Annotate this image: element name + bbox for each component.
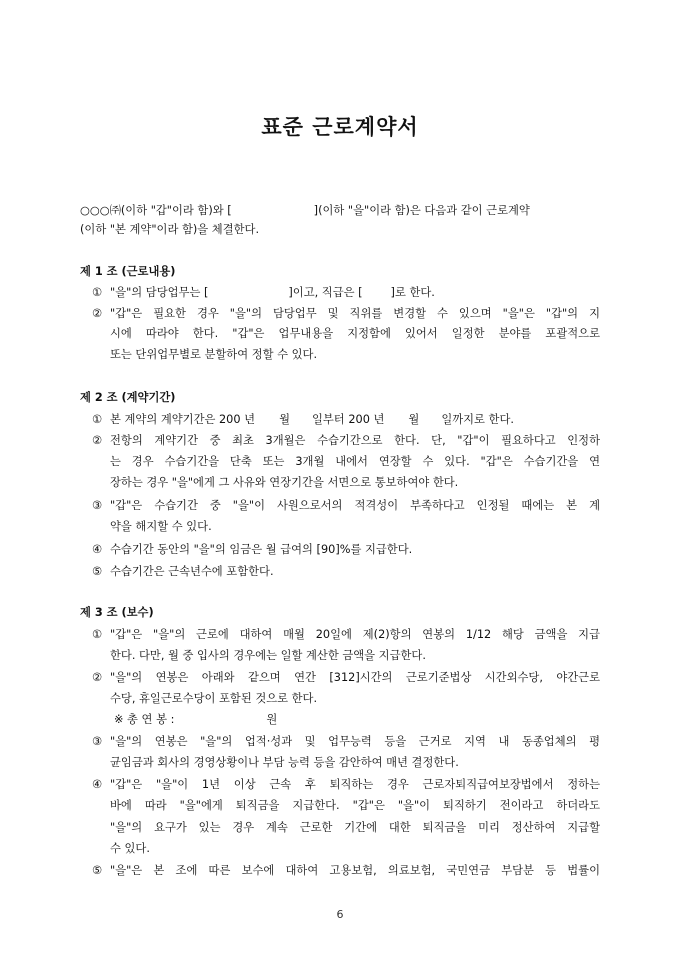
article-3-clause-5-line-1: "을"은 본 조에 따른 보수에 대하여 고용보험, 의료보험, 국민연금 부담분 등 법률이 [110, 864, 600, 877]
article-3-clause-5-number: ⑤ [92, 864, 103, 877]
article-1-clause-2-line-2: 시에 따라야 한다. "갑"은 업무내용을 지정함에 있어서 일정한 분야를 포괄적으로 [110, 327, 600, 340]
article-2-clause-5-number: ⑤ [92, 565, 103, 578]
clause-text: 월 [408, 413, 420, 426]
note-unit: 원 [266, 713, 278, 726]
note-label: ※ 총 연 봉 : [114, 713, 175, 726]
article-3-heading: 제 3 조 (보수) [80, 606, 154, 619]
clause-text: ]로 한다. [390, 286, 435, 299]
article-3-clause-4-line-1: "갑"은 "을"이 1년 이상 근속 후 퇴직하는 경우 근로자퇴직급여보장법에서 정하는 [110, 778, 600, 791]
clause-text: ]이고, 직급은 [ [288, 286, 363, 299]
article-3-clause-3-line-1: "을"의 연봉은 "을"의 업적·성과 및 업무능력 등을 근거로 지역 내 동종업체의 평 [110, 735, 600, 748]
article-1-heading: 제 1 조 (근로내용) [80, 265, 176, 278]
article-1-clause-1-number: ① [92, 286, 103, 299]
intro-line-2: (이하 "본 계약"이라 함)을 체결한다. [80, 223, 260, 236]
clause-text: 일부터 200 년 [311, 413, 385, 426]
article-3-total-salary-note [114, 712, 277, 728]
article-2-clause-4: 수습기간 동안의 "을"의 임금은 월 급여의 [90]%를 지급한다. [110, 543, 413, 556]
clause-text: 일까지로 한다. [441, 413, 514, 426]
article-3-clause-4-line-4: 수 있다. [110, 842, 150, 855]
intro-text-a: ○○○㈜(이하 "갑"이라 함)와 [ [80, 204, 232, 217]
article-2-clause-2-line-1: 전항의 계약기간 중 최초 3개월은 수습기간으로 한다. 단, "갑"이 필요하다고 인정하 [110, 434, 600, 447]
article-3-clause-2-number: ② [92, 671, 103, 684]
article-3-clause-1-number: ① [92, 628, 103, 641]
article-3-clause-2-line-2: 수당, 휴일근로수당이 포함된 것으로 한다. [110, 692, 318, 705]
article-1-clause-1 [110, 285, 435, 301]
article-2-clause-3-line-1: "갑"은 수습기간 중 "을"이 사원으로서의 적격성이 부족하다고 인정될 때에는 본 계 [110, 499, 600, 512]
document-title: 표준 근로계약서 [261, 115, 419, 139]
article-2-clause-1-number: ① [92, 413, 103, 426]
article-2-clause-3-line-2: 약을 해지할 수 있다. [110, 520, 212, 533]
article-3-clause-4-number: ④ [92, 778, 103, 791]
article-2-clause-5: 수습기간은 근속년수에 포함한다. [110, 565, 274, 578]
clause-text: 본 계약의 계약기간은 200 년 [110, 413, 256, 426]
clause-text: "을"의 담당업무는 [ [110, 286, 209, 299]
article-1-clause-2-number: ② [92, 307, 103, 320]
article-3-clause-3-line-2: 균임금과 회사의 경영상황이나 부담 능력 등을 감안하여 매년 결정한다. [110, 756, 459, 769]
article-2-clause-3-number: ③ [92, 499, 103, 512]
page-number: 6 [336, 908, 344, 921]
article-3-clause-3-number: ③ [92, 735, 103, 748]
article-3-clause-4-line-2: 바에 따라 "을"에게 퇴직금을 지급한다. "갑"은 "을"이 퇴직하기 전이라고 하더라도 [110, 799, 600, 812]
article-2-heading: 제 2 조 (계약기간) [80, 391, 176, 404]
article-3-clause-1-line-2: 한다. 다만, 월 중 입사의 경우에는 일할 계산한 금액을 지급한다. [110, 649, 426, 662]
intro-line-1 [80, 203, 530, 219]
clause-text: 월 [279, 413, 290, 426]
article-3-clause-1-line-1: "갑"은 "을"의 근로에 대하여 매월 20일에 제(2)항의 연봉의 1/12 해당 금액을 지급 [110, 628, 600, 641]
article-3-clause-2-line-1: "을"의 연봉은 아래와 같으며 연간 [312]시간의 근로기준법상 시간외수당, 야간근로 [110, 671, 600, 684]
article-3-clause-4-line-3: "을"의 요구가 있는 경우 계속 근로한 기간에 대한 퇴직금을 미리 정산하여 지급할 [110, 821, 600, 834]
intro-text-b: ](이하 "을"이라 함)은 다음과 같이 근로계약 [313, 204, 530, 217]
article-2-clause-2-line-3: 장하는 경우 "을"에게 그 사유와 연장기간을 서면으로 통보하여야 한다. [110, 476, 459, 489]
article-1-clause-2-line-1: "갑"은 필요한 경우 "을"의 담당업무 및 직위를 변경할 수 있으며 "을"은 "갑"의 지 [110, 307, 600, 320]
article-2-clause-4-number: ④ [92, 543, 103, 556]
article-2-clause-2-line-2: 는 경우 수습기간을 단축 또는 3개월 내에서 연장할 수 있다. "갑"은 수습기간을 연 [110, 455, 600, 468]
article-2-clause-1 [110, 412, 514, 428]
article-2-clause-2-number: ② [92, 434, 103, 447]
article-1-clause-2-line-3: 또는 단위업무별로 분할하여 정할 수 있다. [110, 348, 318, 361]
